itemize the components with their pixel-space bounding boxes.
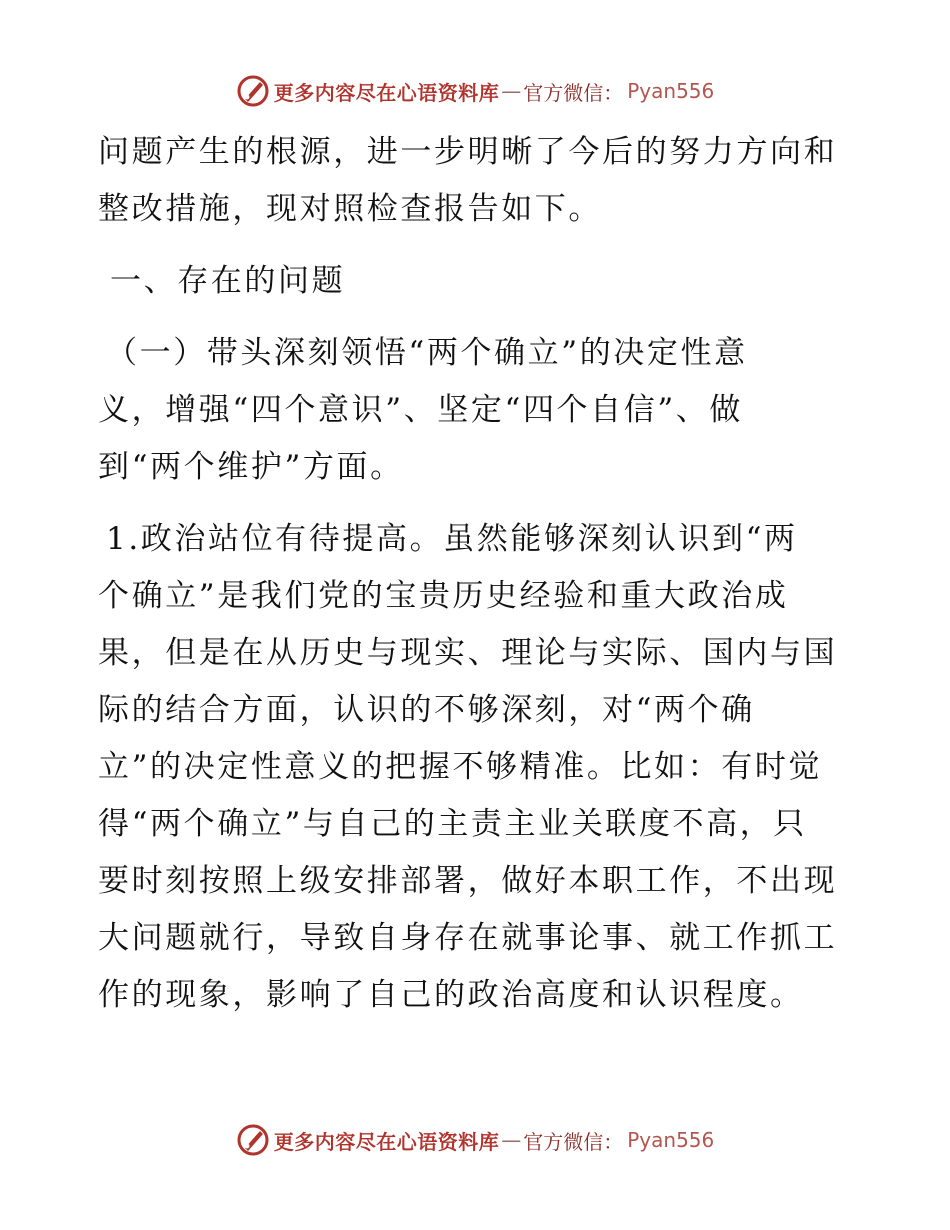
document-body [98,124,858,1024]
watermark-separator: — [501,1128,522,1152]
watermark-separator: — [501,79,522,103]
item1-line-6: 得“两个确立”与自己的主责主业关联度不高，只 [98,806,807,842]
subsection-line-1: （一）带头深刻领悟“两个确立”的决定性意 [106,335,748,371]
subsection-line-2: 义，增强“四个意识”、坚定“四个自信”、做 [98,392,743,428]
watermark-official-label: 官方微信： [523,80,624,105]
item1-line-7: 要时刻按照上级安排部署，做好本职工作，不出现 [98,863,838,899]
watermark-wechat-id: Pyan556 [627,1128,715,1152]
intro-line-1: 问题产生的根源，进一步明晰了今后的努力方向和 [98,134,838,170]
item1-line-1: 1.政治站位有待提高。虽然能够深刻认识到“两 [106,521,798,557]
header-watermark [0,71,950,111]
item1-line-3: 果，但是在从历史与现实、理论与实际、国内与国 [98,635,838,671]
watermark-site-text: 更多内容尽在心语资料库 [273,80,500,105]
footer-watermark [0,1120,950,1160]
section-heading: 一、存在的问题 [110,263,346,299]
item1-line-4: 际的结合方面，认识的不够深刻，对“两个确 [98,692,755,728]
item1-line-5: 立”的决定性意义的把握不够精准。比如：有时觉 [98,749,823,785]
subsection-line-3: 到“两个维护”方面。 [98,449,404,485]
watermark-site-text: 更多内容尽在心语资料库 [273,1129,500,1154]
watermark-official-label: 官方微信： [523,1129,624,1154]
item1-line-9: 作的现象，影响了自己的政治高度和认识程度。 [98,977,804,1013]
pen-circle-logo-icon [236,74,270,108]
pen-circle-logo-icon [236,1123,270,1157]
watermark-wechat-id: Pyan556 [627,79,715,103]
item1-line-8: 大问题就行，导致自身存在就事论事、就工作抓工 [98,920,838,956]
item1-line-2: 个确立”是我们党的宝贵历史经验和重大政治成 [98,578,789,614]
intro-line-2: 整改措施，现对照检查报告如下。 [98,191,602,227]
